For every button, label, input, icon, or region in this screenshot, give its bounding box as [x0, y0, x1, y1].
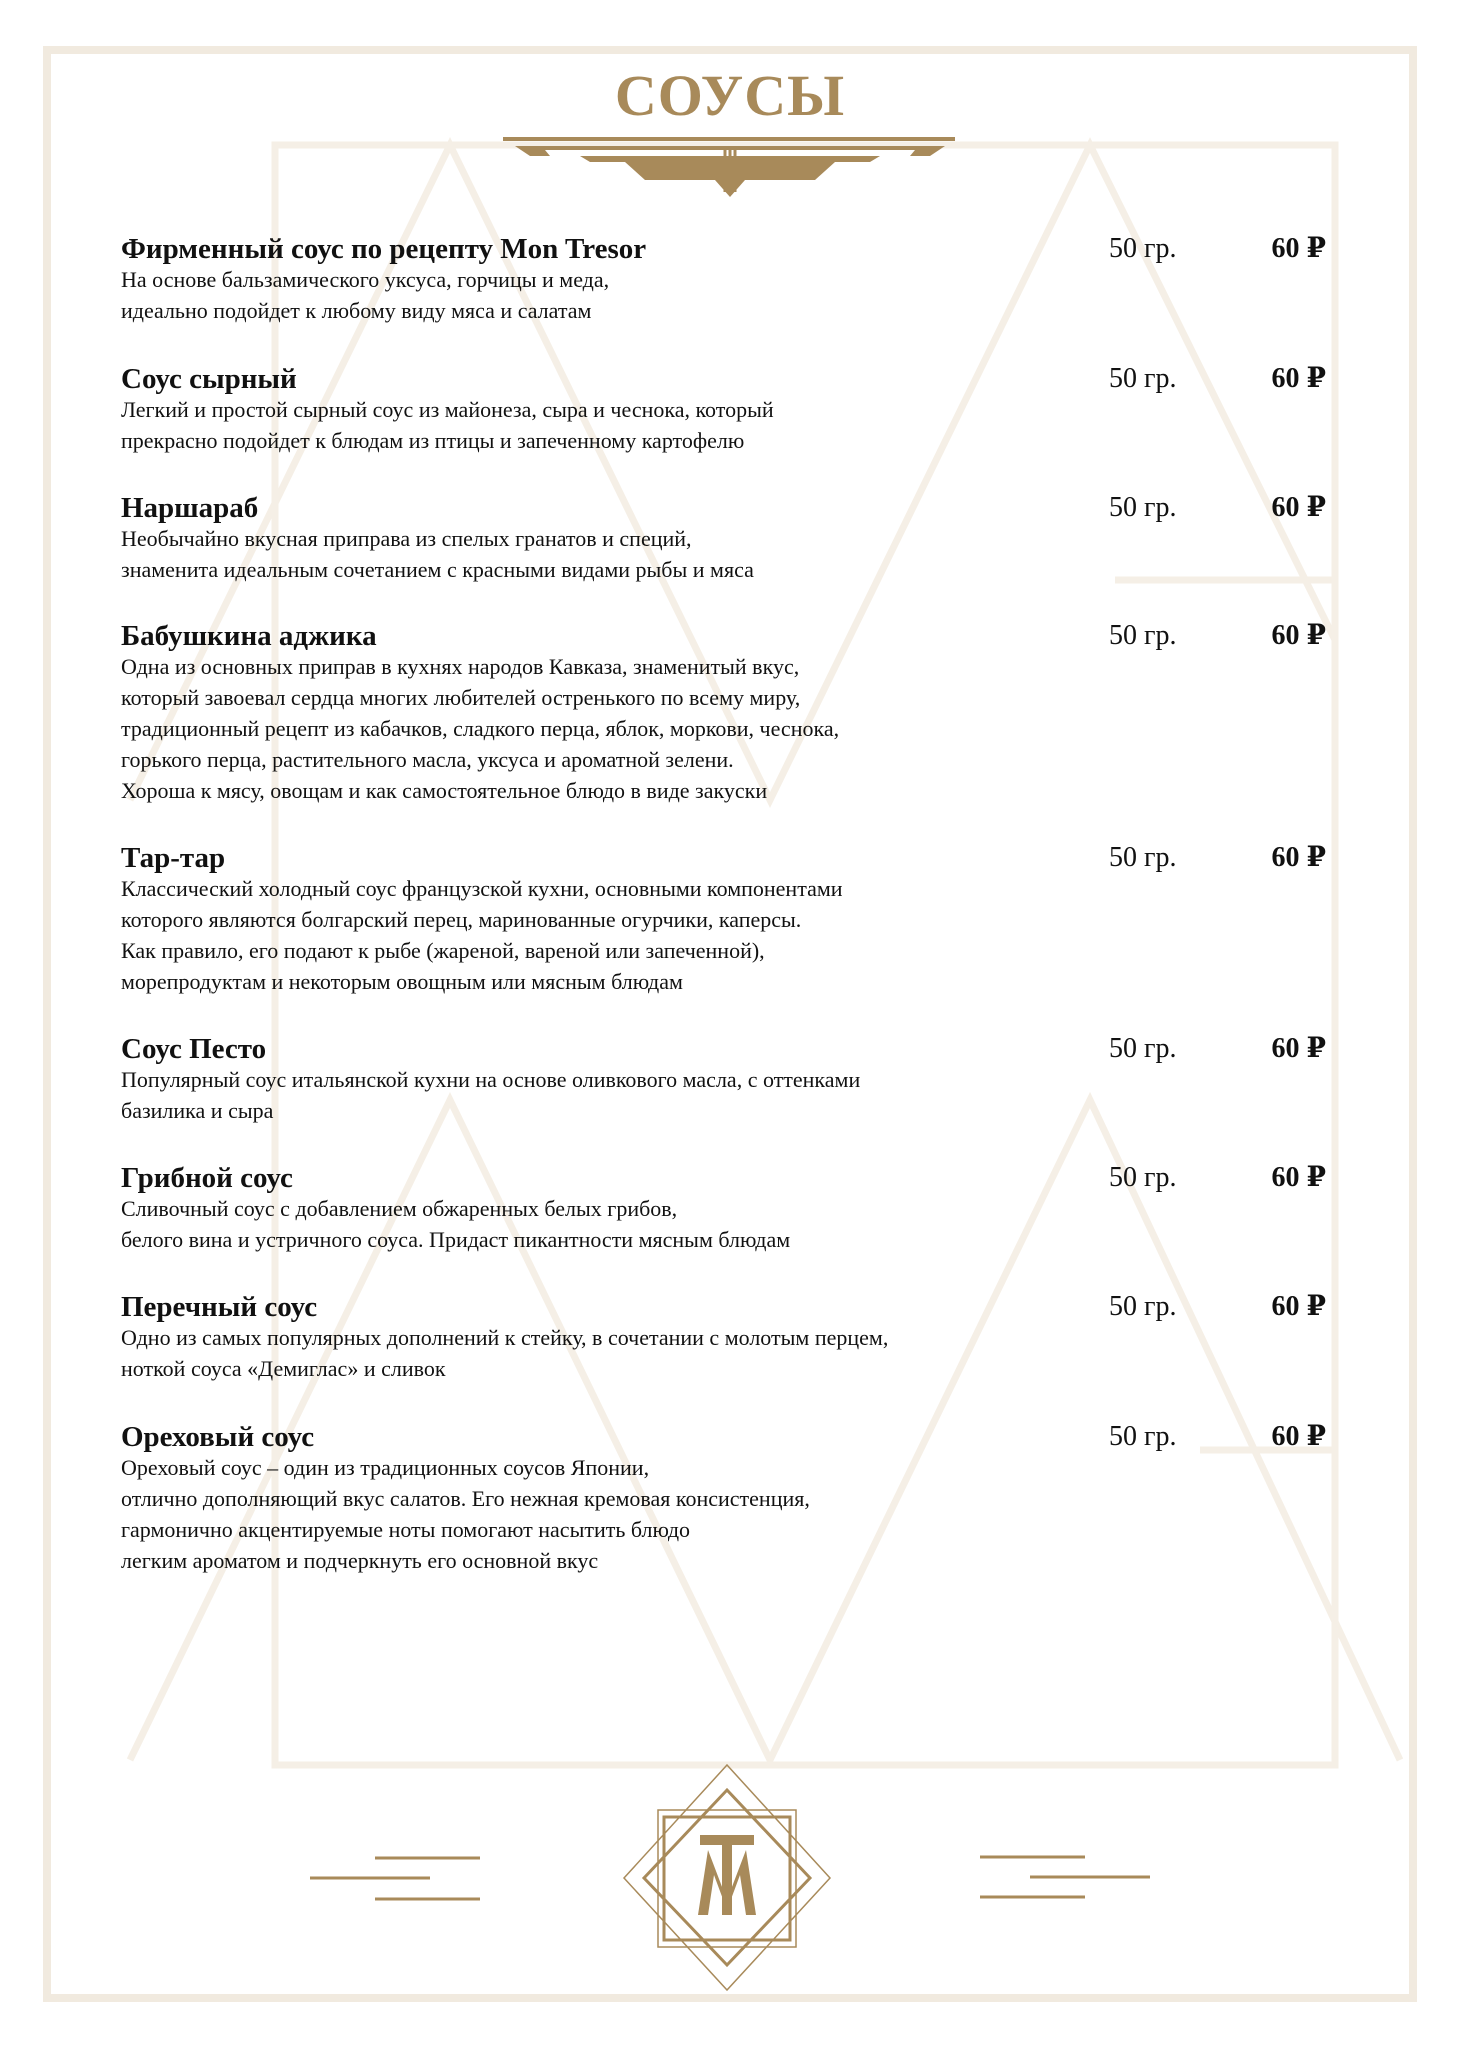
item-name: Соус Песто — [121, 1033, 267, 1065]
item-weight: 50 гр. — [1109, 492, 1177, 523]
menu-item — [121, 841, 1326, 997]
item-price: 60 ₽ — [1271, 363, 1326, 394]
item-weight: 50 гр. — [1109, 620, 1177, 651]
menu-item — [121, 1290, 1326, 1384]
item-name: Фирменный соус по рецепту Mon Tresor — [121, 233, 647, 265]
item-price: 60 ₽ — [1271, 1291, 1326, 1322]
menu-item — [121, 1420, 1326, 1576]
item-weight: 50 гр. — [1109, 1162, 1177, 1193]
page-title: СОУСЫ — [614, 63, 846, 128]
item-weight: 50 гр. — [1109, 842, 1177, 873]
monogram-logo — [300, 1740, 1160, 2010]
item-description: Одно из самых популярных дополнений к стейку, в сочетании с молотым перцем, ноткой соуса «Демиглас» и сливок — [121, 1325, 889, 1381]
item-price: 60 ₽ — [1271, 1162, 1326, 1193]
item-description: Необычайно вкусная приправа из спелых гранатов и специй, знаменита идеальным сочетанием с красными видами рыбы и мяса — [121, 526, 754, 582]
item-name: Соус сырный — [121, 363, 297, 395]
item-price: 60 ₽ — [1271, 1421, 1326, 1452]
item-name: Ореховый соус — [121, 1421, 315, 1453]
item-name: Грибной соус — [121, 1162, 293, 1194]
item-weight: 50 гр. — [1109, 233, 1177, 264]
item-description: Популярный соус итальянской кухни на основе оливкового масла, с оттенками базилика и сыра — [121, 1067, 861, 1123]
item-name: Бабушкина аджика — [121, 620, 377, 652]
item-name: Тар-тар — [121, 842, 226, 874]
item-price: 60 ₽ — [1271, 842, 1326, 873]
item-description: Легкий и простой сырный соус из майонеза, сыра и чеснока, который прекрасно подойдет к блюдам из птицы и запеченному картофелю — [121, 397, 774, 453]
item-description: На основе бальзамического уксуса, горчицы и меда, идеально подойдет к любому виду мяса и салатам — [121, 267, 610, 323]
item-name: Перечный соус — [121, 1291, 318, 1323]
item-description: Одна из основных приправ в кухнях народов Кавказа, знаменитый вкус, который завоевал сердца многих любителей остренького по всему миру, традиционный рецепт из кабачков, сладкого перца, яблок, моркови, чеснока, горького перца, растительного масла, уксуса и ароматной зелени. Хороша к мясу, овощам и как самостоятельное блюдо в виде закуски — [121, 654, 840, 803]
menu-item — [121, 619, 1326, 806]
item-price: 60 ₽ — [1271, 620, 1326, 651]
item-weight: 50 гр. — [1109, 363, 1177, 394]
item-description: Сливочный соус с добавлением обжаренных белых грибов, белого вина и устричного соуса. Придаст пикантности мясным блюдам — [121, 1196, 791, 1252]
title-ornament-icon — [500, 132, 960, 212]
item-weight: 50 гр. — [1109, 1291, 1177, 1322]
item-price: 60 ₽ — [1271, 233, 1326, 264]
item-price: 60 ₽ — [1271, 492, 1326, 523]
item-price: 60 ₽ — [1271, 1033, 1326, 1064]
item-description: Классический холодный соус французской кухни, основными компонентами которого являются болгарский перец, маринованные огурчики, каперсы. Как правило, его подают к рыбе (жареной, вареной или запеченной), морепродуктам и некоторым овощным или мясным блюдам — [121, 876, 843, 994]
item-name: Наршараб — [121, 492, 259, 524]
item-description: Ореховый соус – один из традиционных соусов Японии, отлично дополняющий вкус салатов. Его нежная кремовая консистенция, гармонично акцентируемые ноты помогают насытить блюдо легким ароматом и подчеркнуть его основной вкус — [121, 1455, 810, 1573]
menu-item — [121, 491, 1326, 585]
menu-item — [121, 1161, 1326, 1255]
menu-item — [121, 232, 1326, 326]
item-weight: 50 гр. — [1109, 1421, 1177, 1452]
item-weight: 50 гр. — [1109, 1033, 1177, 1064]
menu-item — [121, 362, 1326, 456]
menu-item — [121, 1032, 1326, 1126]
